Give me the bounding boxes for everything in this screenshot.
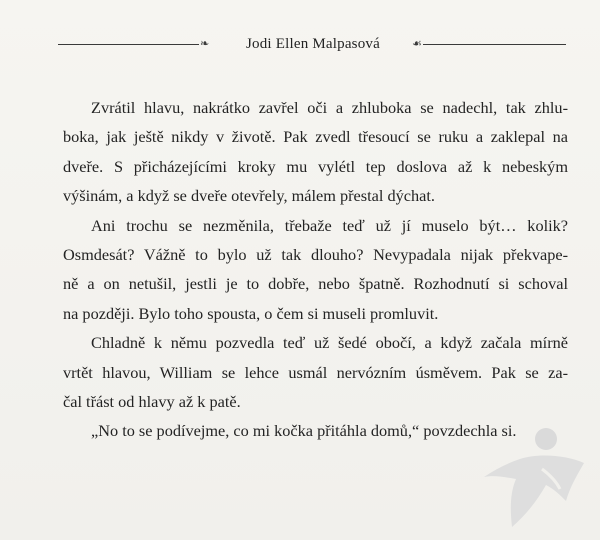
text-line: čal třást od hlavy až k patě. [63, 392, 241, 412]
publisher-logo-icon [480, 425, 592, 537]
text-line: Chladně k němu pozvedla teď už šedé obočí, a když začala mírně [91, 333, 568, 353]
ornament-right-icon: ☙ [412, 38, 422, 50]
running-title: Jodi Ellen Malpasová [246, 36, 380, 52]
text-line: Zvrátil hlavu, nakrátko zavřel oči a zhluboka se nadechl, tak zhlu- [91, 98, 568, 117]
text-line: dveře. S přicházejícími kroky mu vylétl tep doslova až k nebeským [63, 156, 568, 176]
running-header [58, 34, 566, 54]
text-line: „No to se podívejme, co mi kočka přitáhla domů,“ povzdechla si. [91, 421, 517, 441]
paragraph-2 [63, 211, 568, 329]
text-line: na později. Bylo toho spousta, o čem si museli promluvit. [63, 303, 439, 323]
body-text [63, 93, 568, 446]
text-line: Ani trochu se nezměnila, třebaže teď už jí muselo být… kolik? [91, 215, 568, 235]
text-line: výšinám, a když se dveře otevřely, málem přestal dýchat. [63, 186, 435, 206]
header-rule-right [423, 44, 566, 45]
paragraph-3 [63, 328, 568, 416]
text-line: Osmdesát? Vážně to bylo už tak dlouho? Nevypadala nijak překvape- [63, 245, 568, 265]
paragraph-1 [63, 93, 568, 211]
header-rule-left [58, 44, 199, 45]
text-line: boka, jak ještě nikdy v životě. Pak zvedl třesoucí se ruku a zaklepal na [63, 127, 568, 147]
text-line: vrtět hlavou, William se lehce usmál nervózním úsměvem. Pak se za- [63, 362, 568, 382]
ornament-left-icon: ❧ [200, 38, 210, 50]
text-line: ně a on netušil, jestli je to dobře, nebo špatně. Rozhodnutí si schoval [63, 274, 568, 294]
